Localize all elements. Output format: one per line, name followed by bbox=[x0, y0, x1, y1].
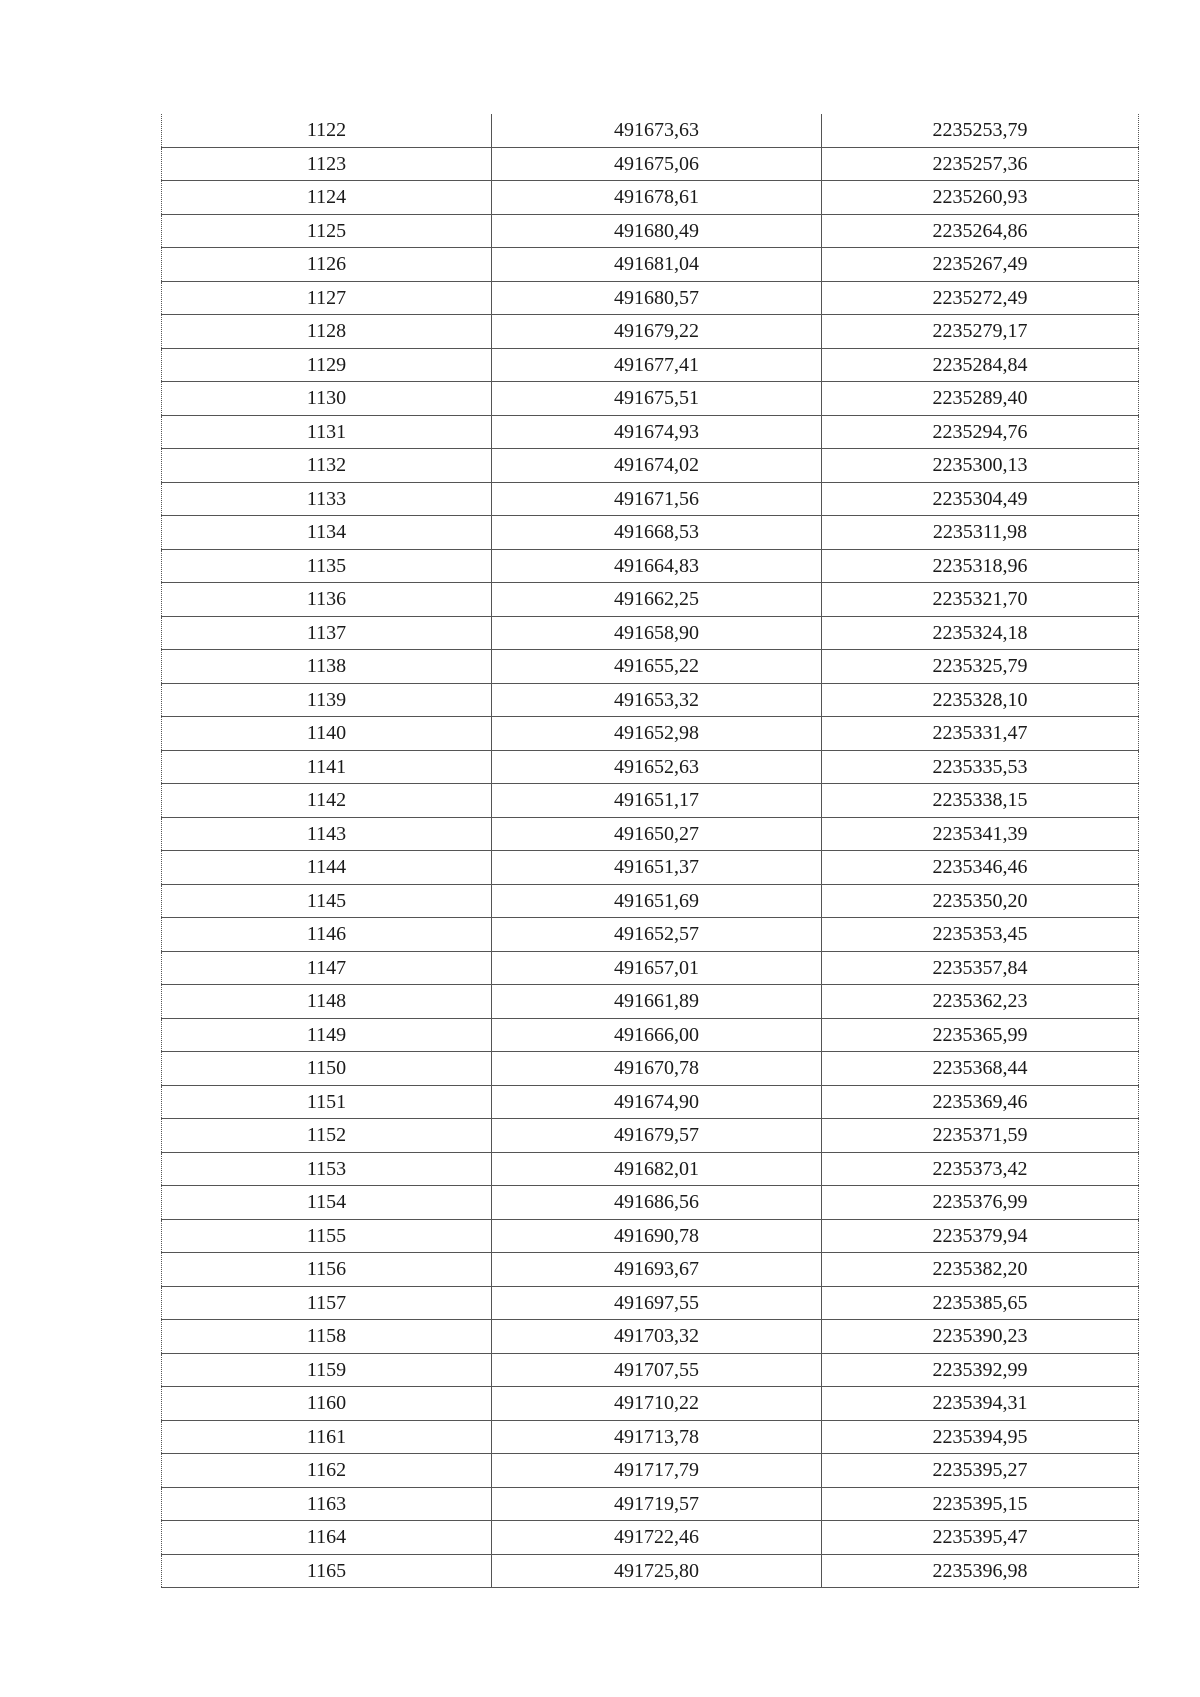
y-coordinate-cell: 2235385,65 bbox=[822, 1286, 1139, 1320]
x-coordinate-cell: 491658,90 bbox=[492, 616, 822, 650]
point-number-cell: 1125 bbox=[162, 214, 492, 248]
table-row bbox=[162, 750, 1139, 784]
table-row bbox=[162, 784, 1139, 818]
table-row bbox=[162, 650, 1139, 684]
x-coordinate-cell: 491651,37 bbox=[492, 851, 822, 885]
x-coordinate-cell: 491713,78 bbox=[492, 1420, 822, 1454]
table-row bbox=[162, 382, 1139, 416]
point-number-cell: 1147 bbox=[162, 951, 492, 985]
point-number-cell: 1126 bbox=[162, 248, 492, 282]
table-row bbox=[162, 1219, 1139, 1253]
point-number-cell: 1122 bbox=[162, 114, 492, 147]
y-coordinate-cell: 2235338,15 bbox=[822, 784, 1139, 818]
y-coordinate-cell: 2235382,20 bbox=[822, 1253, 1139, 1287]
point-number-cell: 1123 bbox=[162, 147, 492, 181]
point-number-cell: 1135 bbox=[162, 549, 492, 583]
table-row bbox=[162, 1353, 1139, 1387]
x-coordinate-cell: 491697,55 bbox=[492, 1286, 822, 1320]
y-coordinate-cell: 2235284,84 bbox=[822, 348, 1139, 382]
y-coordinate-cell: 2235365,99 bbox=[822, 1018, 1139, 1052]
y-coordinate-cell: 2235371,59 bbox=[822, 1119, 1139, 1153]
point-number-cell: 1152 bbox=[162, 1119, 492, 1153]
x-coordinate-cell: 491703,32 bbox=[492, 1320, 822, 1354]
point-number-cell: 1162 bbox=[162, 1454, 492, 1488]
y-coordinate-cell: 2235331,47 bbox=[822, 717, 1139, 751]
x-coordinate-cell: 491677,41 bbox=[492, 348, 822, 382]
table-row bbox=[162, 884, 1139, 918]
y-coordinate-cell: 2235311,98 bbox=[822, 516, 1139, 550]
y-coordinate-cell: 2235267,49 bbox=[822, 248, 1139, 282]
point-number-cell: 1165 bbox=[162, 1554, 492, 1588]
x-coordinate-cell: 491678,61 bbox=[492, 181, 822, 215]
y-coordinate-cell: 2235353,45 bbox=[822, 918, 1139, 952]
point-number-cell: 1150 bbox=[162, 1052, 492, 1086]
y-coordinate-cell: 2235324,18 bbox=[822, 616, 1139, 650]
x-coordinate-cell: 491674,93 bbox=[492, 415, 822, 449]
x-coordinate-cell: 491722,46 bbox=[492, 1521, 822, 1555]
x-coordinate-cell: 491675,51 bbox=[492, 382, 822, 416]
point-number-cell: 1134 bbox=[162, 516, 492, 550]
point-number-cell: 1136 bbox=[162, 583, 492, 617]
table-row bbox=[162, 1018, 1139, 1052]
y-coordinate-cell: 2235369,46 bbox=[822, 1085, 1139, 1119]
y-coordinate-cell: 2235335,53 bbox=[822, 750, 1139, 784]
y-coordinate-cell: 2235321,70 bbox=[822, 583, 1139, 617]
x-coordinate-cell: 491657,01 bbox=[492, 951, 822, 985]
point-number-cell: 1127 bbox=[162, 281, 492, 315]
point-number-cell: 1139 bbox=[162, 683, 492, 717]
x-coordinate-cell: 491651,69 bbox=[492, 884, 822, 918]
y-coordinate-cell: 2235304,49 bbox=[822, 482, 1139, 516]
y-coordinate-cell: 2235328,10 bbox=[822, 683, 1139, 717]
x-coordinate-cell: 491670,78 bbox=[492, 1052, 822, 1086]
table-row bbox=[162, 951, 1139, 985]
x-coordinate-cell: 491690,78 bbox=[492, 1219, 822, 1253]
table-row bbox=[162, 918, 1139, 952]
x-coordinate-cell: 491650,27 bbox=[492, 817, 822, 851]
table-row bbox=[162, 449, 1139, 483]
point-number-cell: 1164 bbox=[162, 1521, 492, 1555]
x-coordinate-cell: 491662,25 bbox=[492, 583, 822, 617]
y-coordinate-cell: 2235325,79 bbox=[822, 650, 1139, 684]
table-row bbox=[162, 214, 1139, 248]
y-coordinate-cell: 2235272,49 bbox=[822, 281, 1139, 315]
table-row bbox=[162, 1152, 1139, 1186]
point-number-cell: 1131 bbox=[162, 415, 492, 449]
table-row bbox=[162, 1420, 1139, 1454]
coordinates-table bbox=[161, 114, 1139, 1588]
y-coordinate-cell: 2235394,95 bbox=[822, 1420, 1139, 1454]
x-coordinate-cell: 491668,53 bbox=[492, 516, 822, 550]
x-coordinate-cell: 491675,06 bbox=[492, 147, 822, 181]
x-coordinate-cell: 491655,22 bbox=[492, 650, 822, 684]
x-coordinate-cell: 491681,04 bbox=[492, 248, 822, 282]
y-coordinate-cell: 2235368,44 bbox=[822, 1052, 1139, 1086]
y-coordinate-cell: 2235379,94 bbox=[822, 1219, 1139, 1253]
point-number-cell: 1146 bbox=[162, 918, 492, 952]
point-number-cell: 1155 bbox=[162, 1219, 492, 1253]
point-number-cell: 1153 bbox=[162, 1152, 492, 1186]
table-row bbox=[162, 1454, 1139, 1488]
y-coordinate-cell: 2235362,23 bbox=[822, 985, 1139, 1019]
y-coordinate-cell: 2235376,99 bbox=[822, 1186, 1139, 1220]
table-row bbox=[162, 817, 1139, 851]
x-coordinate-cell: 491652,63 bbox=[492, 750, 822, 784]
x-coordinate-cell: 491679,57 bbox=[492, 1119, 822, 1153]
point-number-cell: 1160 bbox=[162, 1387, 492, 1421]
y-coordinate-cell: 2235395,15 bbox=[822, 1487, 1139, 1521]
y-coordinate-cell: 2235350,20 bbox=[822, 884, 1139, 918]
x-coordinate-cell: 491710,22 bbox=[492, 1387, 822, 1421]
x-coordinate-cell: 491693,67 bbox=[492, 1253, 822, 1287]
table-row bbox=[162, 583, 1139, 617]
x-coordinate-cell: 491680,57 bbox=[492, 281, 822, 315]
point-number-cell: 1148 bbox=[162, 985, 492, 1019]
x-coordinate-cell: 491725,80 bbox=[492, 1554, 822, 1588]
y-coordinate-cell: 2235390,23 bbox=[822, 1320, 1139, 1354]
table-row bbox=[162, 348, 1139, 382]
y-coordinate-cell: 2235289,40 bbox=[822, 382, 1139, 416]
point-number-cell: 1140 bbox=[162, 717, 492, 751]
point-number-cell: 1157 bbox=[162, 1286, 492, 1320]
coordinates-table-body bbox=[162, 114, 1139, 1588]
table-row bbox=[162, 1554, 1139, 1588]
y-coordinate-cell: 2235260,93 bbox=[822, 181, 1139, 215]
x-coordinate-cell: 491707,55 bbox=[492, 1353, 822, 1387]
y-coordinate-cell: 2235395,47 bbox=[822, 1521, 1139, 1555]
point-number-cell: 1141 bbox=[162, 750, 492, 784]
point-number-cell: 1156 bbox=[162, 1253, 492, 1287]
point-number-cell: 1129 bbox=[162, 348, 492, 382]
table-row bbox=[162, 1286, 1139, 1320]
point-number-cell: 1130 bbox=[162, 382, 492, 416]
x-coordinate-cell: 491652,57 bbox=[492, 918, 822, 952]
table-row bbox=[162, 1387, 1139, 1421]
x-coordinate-cell: 491651,17 bbox=[492, 784, 822, 818]
table-row bbox=[162, 985, 1139, 1019]
y-coordinate-cell: 2235346,46 bbox=[822, 851, 1139, 885]
y-coordinate-cell: 2235318,96 bbox=[822, 549, 1139, 583]
point-number-cell: 1145 bbox=[162, 884, 492, 918]
y-coordinate-cell: 2235264,86 bbox=[822, 214, 1139, 248]
x-coordinate-cell: 491719,57 bbox=[492, 1487, 822, 1521]
table-row bbox=[162, 1186, 1139, 1220]
table-row bbox=[162, 281, 1139, 315]
y-coordinate-cell: 2235394,31 bbox=[822, 1387, 1139, 1421]
x-coordinate-cell: 491717,79 bbox=[492, 1454, 822, 1488]
x-coordinate-cell: 491682,01 bbox=[492, 1152, 822, 1186]
x-coordinate-cell: 491661,89 bbox=[492, 985, 822, 1019]
table-row bbox=[162, 851, 1139, 885]
x-coordinate-cell: 491674,90 bbox=[492, 1085, 822, 1119]
y-coordinate-cell: 2235392,99 bbox=[822, 1353, 1139, 1387]
point-number-cell: 1128 bbox=[162, 315, 492, 349]
table-row bbox=[162, 549, 1139, 583]
table-row bbox=[162, 114, 1139, 147]
y-coordinate-cell: 2235395,27 bbox=[822, 1454, 1139, 1488]
point-number-cell: 1137 bbox=[162, 616, 492, 650]
y-coordinate-cell: 2235373,42 bbox=[822, 1152, 1139, 1186]
point-number-cell: 1151 bbox=[162, 1085, 492, 1119]
y-coordinate-cell: 2235300,13 bbox=[822, 449, 1139, 483]
table-row bbox=[162, 315, 1139, 349]
y-coordinate-cell: 2235279,17 bbox=[822, 315, 1139, 349]
x-coordinate-cell: 491686,56 bbox=[492, 1186, 822, 1220]
y-coordinate-cell: 2235396,98 bbox=[822, 1554, 1139, 1588]
point-number-cell: 1158 bbox=[162, 1320, 492, 1354]
table-row bbox=[162, 1487, 1139, 1521]
table-row bbox=[162, 1253, 1139, 1287]
point-number-cell: 1138 bbox=[162, 650, 492, 684]
point-number-cell: 1154 bbox=[162, 1186, 492, 1220]
y-coordinate-cell: 2235253,79 bbox=[822, 114, 1139, 147]
point-number-cell: 1144 bbox=[162, 851, 492, 885]
table-row bbox=[162, 181, 1139, 215]
table-row bbox=[162, 616, 1139, 650]
x-coordinate-cell: 491680,49 bbox=[492, 214, 822, 248]
x-coordinate-cell: 491673,63 bbox=[492, 114, 822, 147]
x-coordinate-cell: 491666,00 bbox=[492, 1018, 822, 1052]
x-coordinate-cell: 491679,22 bbox=[492, 315, 822, 349]
x-coordinate-cell: 491671,56 bbox=[492, 482, 822, 516]
table-row bbox=[162, 1521, 1139, 1555]
point-number-cell: 1149 bbox=[162, 1018, 492, 1052]
x-coordinate-cell: 491664,83 bbox=[492, 549, 822, 583]
table-row bbox=[162, 1085, 1139, 1119]
point-number-cell: 1143 bbox=[162, 817, 492, 851]
point-number-cell: 1159 bbox=[162, 1353, 492, 1387]
table-row bbox=[162, 1052, 1139, 1086]
table-row bbox=[162, 1320, 1139, 1354]
y-coordinate-cell: 2235257,36 bbox=[822, 147, 1139, 181]
table-row bbox=[162, 248, 1139, 282]
point-number-cell: 1163 bbox=[162, 1487, 492, 1521]
point-number-cell: 1132 bbox=[162, 449, 492, 483]
x-coordinate-cell: 491653,32 bbox=[492, 683, 822, 717]
y-coordinate-cell: 2235341,39 bbox=[822, 817, 1139, 851]
point-number-cell: 1142 bbox=[162, 784, 492, 818]
table-row bbox=[162, 415, 1139, 449]
x-coordinate-cell: 491652,98 bbox=[492, 717, 822, 751]
table-row bbox=[162, 516, 1139, 550]
x-coordinate-cell: 491674,02 bbox=[492, 449, 822, 483]
point-number-cell: 1124 bbox=[162, 181, 492, 215]
y-coordinate-cell: 2235357,84 bbox=[822, 951, 1139, 985]
point-number-cell: 1161 bbox=[162, 1420, 492, 1454]
table-row bbox=[162, 482, 1139, 516]
table-row bbox=[162, 717, 1139, 751]
point-number-cell: 1133 bbox=[162, 482, 492, 516]
y-coordinate-cell: 2235294,76 bbox=[822, 415, 1139, 449]
table-row bbox=[162, 1119, 1139, 1153]
table-row bbox=[162, 683, 1139, 717]
table-row bbox=[162, 147, 1139, 181]
